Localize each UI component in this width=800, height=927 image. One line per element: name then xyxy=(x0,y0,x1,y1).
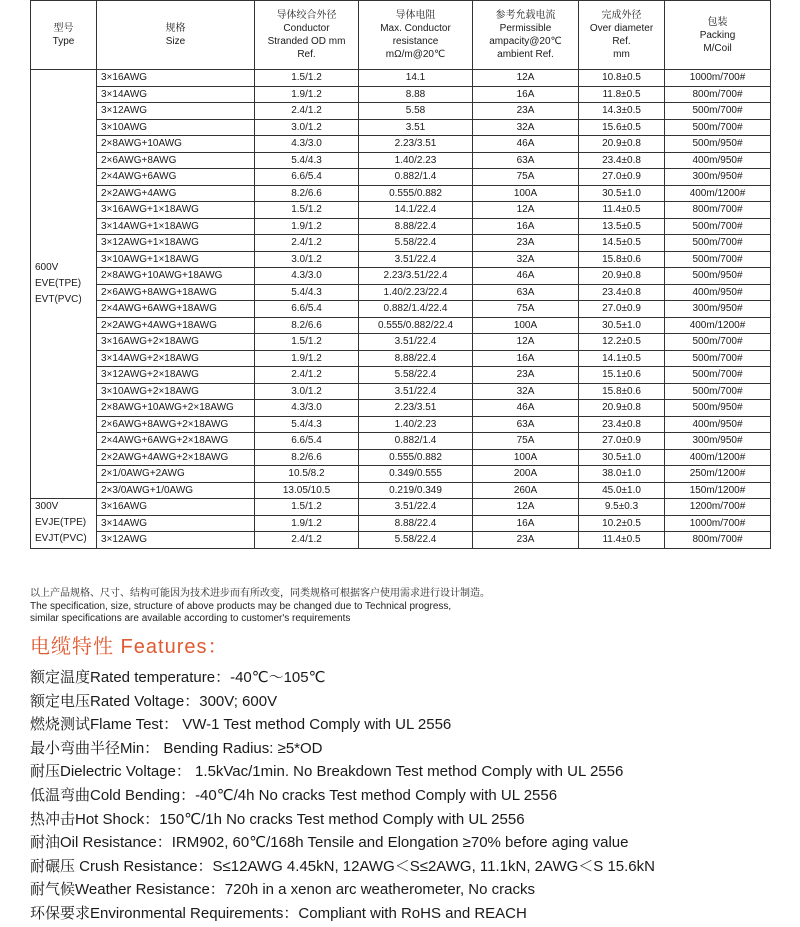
ampacity-cell: 12A xyxy=(473,334,579,351)
conductor-od-cell: 4.3/3.0 xyxy=(255,400,359,417)
conductor-od-cell: 2.4/1.2 xyxy=(255,367,359,384)
size-cell: 2×6AWG+8AWG xyxy=(97,152,255,169)
header-en-label: mΩ/m@20℃ xyxy=(385,49,446,60)
features-list xyxy=(30,666,790,926)
packing-cell: 400m/1200# xyxy=(665,185,771,202)
over-diameter-cell: 11.4±0.5 xyxy=(579,532,665,549)
note-chinese: 以上产品规格、尺寸、结构可能因为技术进步而有所改变，同类规格可根据客户使用需求进行设计制造。 xyxy=(30,588,490,599)
over-diameter-cell: 20.9±0.8 xyxy=(579,268,665,285)
feature-item: 最小弯曲半径Min： Bending Radius: ≥5*OD xyxy=(30,739,323,757)
resistance-cell: 1.40/2.23/22.4 xyxy=(359,284,473,301)
ampacity-cell: 32A xyxy=(473,383,579,400)
size-cell: 2×1/0AWG+2AWG xyxy=(97,466,255,483)
feature-item: 耐气候Weather Resistance：720h in a xenon arc weatherometer, No cracks xyxy=(30,881,535,899)
table-row xyxy=(31,499,771,516)
over-diameter-cell: 11.4±0.5 xyxy=(579,202,665,219)
type-cell xyxy=(31,499,97,549)
ampacity-cell: 75A xyxy=(473,433,579,450)
size-cell: 3×16AWG+2×18AWG xyxy=(97,334,255,351)
packing-cell: 400m/950# xyxy=(665,284,771,301)
header-en-label: Max. Conductor xyxy=(380,23,451,34)
packing-cell: 500m/700# xyxy=(665,251,771,268)
table-row xyxy=(31,251,771,268)
size-cell: 3×10AWG+1×18AWG xyxy=(97,251,255,268)
header-type xyxy=(31,1,97,70)
packing-cell: 400m/1200# xyxy=(665,449,771,466)
header-en-label: resistance xyxy=(392,36,439,47)
conductor-od-cell: 3.0/1.2 xyxy=(255,119,359,136)
table-row xyxy=(31,350,771,367)
resistance-cell: 2.23/3.51 xyxy=(359,136,473,153)
packing-cell: 500m/950# xyxy=(665,400,771,417)
table-row xyxy=(31,152,771,169)
ampacity-cell: 63A xyxy=(473,152,579,169)
table-row xyxy=(31,334,771,351)
over-diameter-cell: 14.1±0.5 xyxy=(579,350,665,367)
resistance-cell: 2.23/3.51 xyxy=(359,400,473,417)
size-cell: 3×14AWG xyxy=(97,515,255,532)
resistance-cell: 8.88/22.4 xyxy=(359,350,473,367)
conductor-od-cell: 5.4/4.3 xyxy=(255,152,359,169)
resistance-cell: 1.40/2.23 xyxy=(359,152,473,169)
header-cn-label: 导体电阻 xyxy=(395,10,436,21)
packing-cell: 150m/1200# xyxy=(665,482,771,499)
size-cell: 2×8AWG+10AWG+18AWG xyxy=(97,268,255,285)
over-diameter-cell: 23.4±0.8 xyxy=(579,284,665,301)
table-row xyxy=(31,235,771,252)
size-cell: 2×8AWG+10AWG+2×18AWG xyxy=(97,400,255,417)
table-row xyxy=(31,169,771,186)
over-diameter-cell: 27.0±0.9 xyxy=(579,169,665,186)
feature-item: 低温弯曲Cold Bending：-40℃/4h No cracks Test method Comply with UL 2556 xyxy=(30,786,558,804)
resistance-cell: 0.882/1.4 xyxy=(359,433,473,450)
conductor-od-cell: 13.05/10.5 xyxy=(255,482,359,499)
over-diameter-cell: 10.2±0.5 xyxy=(579,515,665,532)
table-row xyxy=(31,103,771,120)
header-en-label: Packing xyxy=(699,29,736,41)
table-body xyxy=(31,70,771,549)
header-cn-label: 包装 xyxy=(707,16,728,28)
header-over-diameter xyxy=(579,1,665,70)
ampacity-cell: 16A xyxy=(473,218,579,235)
table-row xyxy=(31,136,771,153)
packing-cell: 400m/950# xyxy=(665,416,771,433)
header-en-label: Ref. xyxy=(612,36,631,47)
header-size xyxy=(97,1,255,70)
header-en-label: Stranded OD mm xyxy=(267,36,346,47)
table-row xyxy=(31,284,771,301)
header-en-label: mm xyxy=(613,49,630,60)
table-header xyxy=(31,1,771,70)
ampacity-cell: 12A xyxy=(473,70,579,87)
over-diameter-cell: 20.9±0.8 xyxy=(579,400,665,417)
header-packing xyxy=(665,1,771,70)
resistance-cell: 5.58/22.4 xyxy=(359,235,473,252)
size-cell: 3×12AWG+2×18AWG xyxy=(97,367,255,384)
ampacity-cell: 100A xyxy=(473,185,579,202)
ampacity-cell: 100A xyxy=(473,449,579,466)
header-cn-label: 参考允载电流 xyxy=(495,10,556,21)
conductor-od-cell: 1.9/1.2 xyxy=(255,515,359,532)
feature-item: 额定温度Rated temperature：-40℃～105℃ xyxy=(30,669,326,686)
ampacity-cell: 12A xyxy=(473,499,579,516)
conductor-od-cell: 6.6/5.4 xyxy=(255,169,359,186)
conductor-od-cell: 1.9/1.2 xyxy=(255,86,359,103)
feature-item: 额定电压Rated Voltage：300V; 600V xyxy=(30,692,278,710)
conductor-od-cell: 6.6/5.4 xyxy=(255,433,359,450)
type-label: 600V xyxy=(35,262,59,273)
over-diameter-cell: 15.8±0.6 xyxy=(579,383,665,400)
type-label: 300V xyxy=(35,501,59,513)
resistance-cell: 2.23/3.51/22.4 xyxy=(359,268,473,285)
ampacity-cell: 16A xyxy=(473,350,579,367)
size-cell: 3×12AWG+1×18AWG xyxy=(97,235,255,252)
header-en-label: Conductor xyxy=(283,23,330,34)
conductor-od-cell: 1.5/1.2 xyxy=(255,202,359,219)
packing-cell: 300m/950# xyxy=(665,301,771,318)
over-diameter-cell: 30.5±1.0 xyxy=(579,449,665,466)
ampacity-cell: 63A xyxy=(473,416,579,433)
conductor-od-cell: 8.2/6.6 xyxy=(255,449,359,466)
conductor-od-cell: 3.0/1.2 xyxy=(255,251,359,268)
ampacity-cell: 32A xyxy=(473,119,579,136)
header-en-label: ampacity@20℃ xyxy=(489,36,562,47)
resistance-cell: 0.882/1.4 xyxy=(359,169,473,186)
header-en-label: Permissible xyxy=(499,23,552,34)
resistance-cell: 3.51/22.4 xyxy=(359,383,473,400)
resistance-cell: 14.1/22.4 xyxy=(359,202,473,219)
conductor-od-cell: 1.5/1.2 xyxy=(255,334,359,351)
header-conductor-od xyxy=(255,1,359,70)
packing-cell: 1000m/700# xyxy=(665,515,771,532)
ampacity-cell: 75A xyxy=(473,169,579,186)
over-diameter-cell: 30.5±1.0 xyxy=(579,185,665,202)
features-title: 电缆特性 Features： xyxy=(30,636,229,658)
feature-item: 环保要求Environmental Requirements：Compliant with RoHS and REACH xyxy=(30,904,527,922)
table-row xyxy=(31,482,771,499)
size-cell: 2×2AWG+4AWG xyxy=(97,185,255,202)
resistance-cell: 5.58/22.4 xyxy=(359,367,473,384)
table-row xyxy=(31,367,771,384)
packing-cell: 500m/700# xyxy=(665,383,771,400)
conductor-od-cell: 3.0/1.2 xyxy=(255,383,359,400)
resistance-cell: 0.555/0.882 xyxy=(359,449,473,466)
size-cell: 2×3/0AWG+1/0AWG xyxy=(97,482,255,499)
header-cn-label: 完成外径 xyxy=(601,10,642,21)
spec-note xyxy=(30,588,770,626)
header-cn-label: 型号 xyxy=(53,23,74,34)
resistance-cell: 8.88/22.4 xyxy=(359,515,473,532)
table-row xyxy=(31,383,771,400)
header-row xyxy=(31,1,771,70)
packing-cell: 800m/700# xyxy=(665,532,771,549)
packing-cell: 300m/950# xyxy=(665,169,771,186)
size-cell: 2×4AWG+6AWG xyxy=(97,169,255,186)
feature-item: 耐压Dielectric Voltage： 1.5kVac/1min. No Breakdown Test method Comply with UL 2556 xyxy=(30,763,624,781)
ampacity-cell: 200A xyxy=(473,466,579,483)
over-diameter-cell: 15.6±0.5 xyxy=(579,119,665,136)
conductor-od-cell: 1.5/1.2 xyxy=(255,70,359,87)
header-cn-label: 规格 xyxy=(165,23,186,34)
resistance-cell: 0.555/0.882/22.4 xyxy=(359,317,473,334)
over-diameter-cell: 10.8±0.5 xyxy=(579,70,665,87)
over-diameter-cell: 13.5±0.5 xyxy=(579,218,665,235)
ampacity-cell: 16A xyxy=(473,86,579,103)
header-resistance xyxy=(359,1,473,70)
conductor-od-cell: 8.2/6.6 xyxy=(255,317,359,334)
size-cell: 2×2AWG+4AWG+2×18AWG xyxy=(97,449,255,466)
conductor-od-cell: 1.9/1.2 xyxy=(255,218,359,235)
resistance-cell: 1.40/2.23 xyxy=(359,416,473,433)
size-cell: 2×6AWG+8AWG+18AWG xyxy=(97,284,255,301)
size-cell: 3×12AWG xyxy=(97,532,255,549)
packing-cell: 500m/700# xyxy=(665,119,771,136)
table-row xyxy=(31,70,771,87)
over-diameter-cell: 27.0±0.9 xyxy=(579,301,665,318)
conductor-od-cell: 1.9/1.2 xyxy=(255,350,359,367)
packing-cell: 500m/700# xyxy=(665,103,771,120)
note-english-line-1: The specification, size, structure of above products may be changed due to Technical progress, xyxy=(30,600,452,612)
packing-cell: 1200m/700# xyxy=(665,499,771,516)
over-diameter-cell: 45.0±1.0 xyxy=(579,482,665,499)
resistance-cell: 8.88 xyxy=(359,86,473,103)
feature-item: 热冲击Hot Shock：150℃/1h No cracks Test method Comply with UL 2556 xyxy=(30,810,525,828)
packing-cell: 500m/950# xyxy=(665,268,771,285)
ampacity-cell: 46A xyxy=(473,268,579,285)
resistance-cell: 8.88/22.4 xyxy=(359,218,473,235)
resistance-cell: 3.51 xyxy=(359,119,473,136)
size-cell: 2×4AWG+6AWG+2×18AWG xyxy=(97,433,255,450)
resistance-cell: 0.882/1.4/22.4 xyxy=(359,301,473,318)
size-cell: 2×8AWG+10AWG xyxy=(97,136,255,153)
header-en-label: Over diameter xyxy=(589,23,654,34)
packing-cell: 1000m/700# xyxy=(665,70,771,87)
conductor-od-cell: 10.5/8.2 xyxy=(255,466,359,483)
over-diameter-cell: 23.4±0.8 xyxy=(579,416,665,433)
size-cell: 3×10AWG+2×18AWG xyxy=(97,383,255,400)
header-ampacity xyxy=(473,1,579,70)
over-diameter-cell: 14.5±0.5 xyxy=(579,235,665,252)
table-row xyxy=(31,218,771,235)
packing-cell: 500m/950# xyxy=(665,136,771,153)
table-row xyxy=(31,400,771,417)
packing-cell: 250m/1200# xyxy=(665,466,771,483)
feature-item: 燃烧测试Flame Test： VW-1 Test method Comply with UL 2556 xyxy=(30,716,452,734)
table-row xyxy=(31,515,771,532)
type-label: EVT(PVC) xyxy=(35,294,82,305)
over-diameter-cell: 27.0±0.9 xyxy=(579,433,665,450)
resistance-cell: 0.555/0.882 xyxy=(359,185,473,202)
size-cell: 3×16AWG xyxy=(97,499,255,516)
size-cell: 3×14AWG xyxy=(97,86,255,103)
packing-cell: 400m/950# xyxy=(665,152,771,169)
type-label: EVJE(TPE) xyxy=(35,517,87,529)
table-row xyxy=(31,433,771,450)
packing-cell: 800m/700# xyxy=(665,202,771,219)
packing-cell: 500m/700# xyxy=(665,334,771,351)
over-diameter-cell: 12.2±0.5 xyxy=(579,334,665,351)
size-cell: 3×16AWG+1×18AWG xyxy=(97,202,255,219)
size-cell: 3×14AWG+2×18AWG xyxy=(97,350,255,367)
packing-cell: 800m/700# xyxy=(665,86,771,103)
over-diameter-cell: 38.0±1.0 xyxy=(579,466,665,483)
packing-cell: 400m/1200# xyxy=(665,317,771,334)
size-cell: 3×12AWG xyxy=(97,103,255,120)
resistance-cell: 3.51/22.4 xyxy=(359,334,473,351)
ampacity-cell: 75A xyxy=(473,301,579,318)
ampacity-cell: 63A xyxy=(473,284,579,301)
conductor-od-cell: 6.6/5.4 xyxy=(255,301,359,318)
conductor-od-cell: 5.4/4.3 xyxy=(255,416,359,433)
packing-cell: 500m/700# xyxy=(665,367,771,384)
over-diameter-cell: 30.5±1.0 xyxy=(579,317,665,334)
feature-item: 耐碾压 Crush Resistance：S≤12AWG 4.45kN, 12AWG＜S≤2AWG, 11.1kN, 2AWG＜S 15.6kN xyxy=(30,857,655,875)
header-en-label: Size xyxy=(165,36,186,47)
over-diameter-cell: 20.9±0.8 xyxy=(579,136,665,153)
spec-table xyxy=(30,0,771,549)
table-row xyxy=(31,317,771,334)
resistance-cell: 3.51/22.4 xyxy=(359,499,473,516)
table-row xyxy=(31,185,771,202)
type-cell xyxy=(31,70,97,499)
size-cell: 2×2AWG+4AWG+18AWG xyxy=(97,317,255,334)
resistance-cell: 5.58 xyxy=(359,103,473,120)
size-cell: 3×16AWG xyxy=(97,70,255,87)
conductor-od-cell: 2.4/1.2 xyxy=(255,103,359,120)
header-en-label: Type xyxy=(52,36,75,47)
header-en-label: Ref. xyxy=(297,49,316,60)
table-row xyxy=(31,449,771,466)
resistance-cell: 0.349/0.555 xyxy=(359,466,473,483)
resistance-cell: 14.1 xyxy=(359,70,473,87)
size-cell: 2×4AWG+6AWG+18AWG xyxy=(97,301,255,318)
note-english-line-2: similar specifications are available according to customer's requirements xyxy=(30,613,351,624)
table-row xyxy=(31,466,771,483)
ampacity-cell: 46A xyxy=(473,136,579,153)
conductor-od-cell: 2.4/1.2 xyxy=(255,532,359,549)
packing-cell: 300m/950# xyxy=(665,433,771,450)
over-diameter-cell: 14.3±0.5 xyxy=(579,103,665,120)
table-row xyxy=(31,532,771,549)
over-diameter-cell: 15.8±0.6 xyxy=(579,251,665,268)
conductor-od-cell: 1.5/1.2 xyxy=(255,499,359,516)
table-row xyxy=(31,416,771,433)
type-label: EVJT(PVC) xyxy=(35,533,87,545)
ampacity-cell: 23A xyxy=(473,367,579,384)
header-cn-label: 导体绞合外径 xyxy=(276,10,337,21)
conductor-od-cell: 4.3/3.0 xyxy=(255,268,359,285)
over-diameter-cell: 11.8±0.5 xyxy=(579,86,665,103)
conductor-od-cell: 5.4/4.3 xyxy=(255,284,359,301)
table-row xyxy=(31,86,771,103)
packing-cell: 500m/700# xyxy=(665,350,771,367)
table-row xyxy=(31,202,771,219)
ampacity-cell: 23A xyxy=(473,103,579,120)
table-row xyxy=(31,268,771,285)
ampacity-cell: 32A xyxy=(473,251,579,268)
ampacity-cell: 260A xyxy=(473,482,579,499)
header-en-label: M/Coil xyxy=(703,42,732,54)
resistance-cell: 0.219/0.349 xyxy=(359,482,473,499)
size-cell: 2×6AWG+8AWG+2×18AWG xyxy=(97,416,255,433)
header-en-label: ambient Ref. xyxy=(497,49,554,60)
resistance-cell: 5.58/22.4 xyxy=(359,532,473,549)
packing-cell: 500m/700# xyxy=(665,218,771,235)
size-cell: 3×14AWG+1×18AWG xyxy=(97,218,255,235)
feature-item: 耐油Oil Resistance：IRM902, 60℃/168h Tensile and Elongation ≥70% before aging value xyxy=(30,834,629,852)
ampacity-cell: 23A xyxy=(473,532,579,549)
conductor-od-cell: 2.4/1.2 xyxy=(255,235,359,252)
ampacity-cell: 100A xyxy=(473,317,579,334)
over-diameter-cell: 9.5±0.3 xyxy=(579,499,665,516)
table-row xyxy=(31,301,771,318)
conductor-od-cell: 4.3/3.0 xyxy=(255,136,359,153)
type-label: EVE(TPE) xyxy=(35,278,82,289)
resistance-cell: 3.51/22.4 xyxy=(359,251,473,268)
over-diameter-cell: 23.4±0.8 xyxy=(579,152,665,169)
ampacity-cell: 12A xyxy=(473,202,579,219)
table-row xyxy=(31,119,771,136)
ampacity-cell: 16A xyxy=(473,515,579,532)
size-cell: 3×10AWG xyxy=(97,119,255,136)
ampacity-cell: 23A xyxy=(473,235,579,252)
conductor-od-cell: 8.2/6.6 xyxy=(255,185,359,202)
over-diameter-cell: 15.1±0.6 xyxy=(579,367,665,384)
ampacity-cell: 46A xyxy=(473,400,579,417)
packing-cell: 500m/700# xyxy=(665,235,771,252)
